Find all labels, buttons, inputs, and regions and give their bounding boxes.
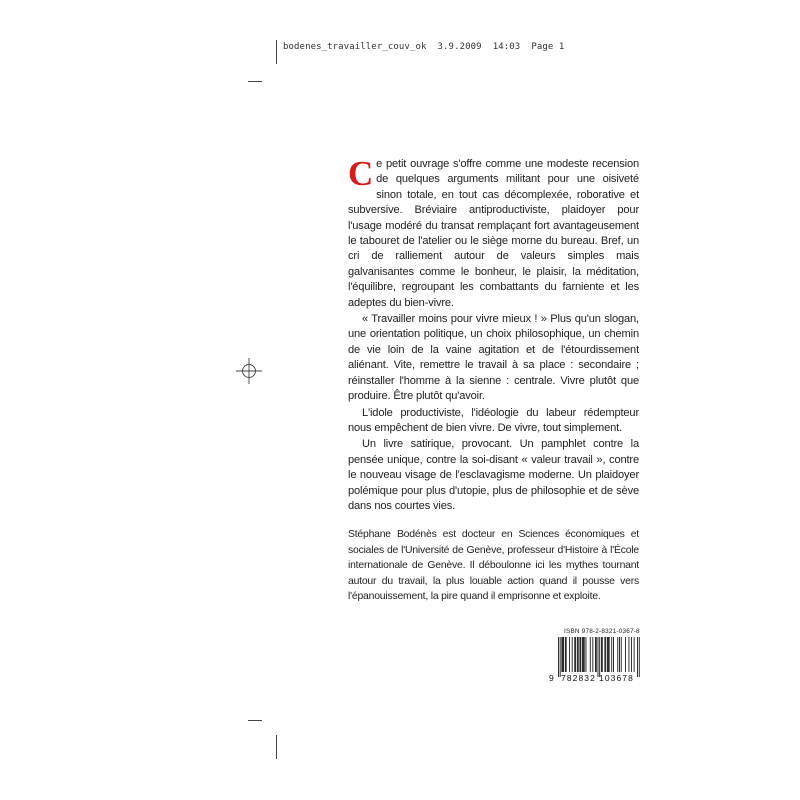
- barcode-bar-23: [598, 637, 599, 677]
- registration-mark-icon: [236, 358, 262, 384]
- barcode-bar-15: [582, 637, 583, 672]
- barcode-bar-0: [558, 637, 559, 677]
- barcode-bar-22: [596, 637, 597, 672]
- barcode-bar-24: [599, 637, 600, 677]
- drop-cap: C: [348, 154, 374, 193]
- isbn-barcode: [548, 628, 642, 684]
- barcode-bar-20: [592, 637, 593, 672]
- barcode-bar-2: [561, 637, 562, 672]
- barcode-bar-28: [605, 637, 606, 672]
- isbn-label: ISBN 978-2-8321-0367-8: [564, 628, 640, 635]
- barcode-bar-40: [634, 637, 635, 672]
- barcode-bar-30: [608, 637, 609, 672]
- barcode-bar-3: [562, 637, 563, 672]
- barcode-bar-1: [560, 637, 561, 677]
- barcode-bar-39: [631, 637, 632, 672]
- back-cover-text: [348, 154, 639, 515]
- crop-mark-top-horizontal: [248, 81, 262, 82]
- paragraph-3: L'idole productiviste, l'idéologie du labeur rédempteur nous empêchent de bien vivre. De vivre, tout simplement.: [348, 406, 639, 434]
- barcode-bar-37: [625, 637, 626, 672]
- barcode-bar-16: [583, 637, 584, 672]
- paragraph-1-text: e petit ouvrage s'offre comme une modeste recension de quelques arguments militant pour une oisiveté sinon totale, en tout cas décomplexée, roborative et subversive. Bréviaire antiproductiviste, plaidoyer pour l'usage modéré du transat remplaçant fort avantageusement le tabouret de l'atelier ou le siège morne du bureau. Bref, un cri de ralliement autour de valeurs simples mais galvanisantes comme le bonheur, le plaisir, la méditation, l'équilibre, regroupant les combattants du farniente et les adeptes du bien-vivre.: [348, 158, 639, 309]
- barcode-bar-9: [574, 637, 575, 672]
- barcode-bar-38: [629, 637, 630, 672]
- barcode-bar-42: [639, 637, 640, 677]
- paragraph-4: Un livre satirique, provocant. Un pamphlet contre la pensée unique, contre la soi-disant « valeur travail », contre le nouveau visage de l'esclavagisme moderne. Un plaidoyer polémique pour plus d'utopie, plus de philosophie et de sève dans nos courtes vies.: [348, 438, 639, 512]
- barcode-bar-41: [637, 637, 638, 677]
- barcode-bar-32: [611, 637, 612, 672]
- author-bio: Stéphane Bodénès est docteur en Sciences économiques et sociales de l'Université de Genève, professeur d'Histoire à l'École internationale de Genève. Il déboulonne ici les mythes tournant autour du travail, la plus louable action quand il pousse vers l'épanouissement, la pire quand il emprisonne et exploite.: [348, 529, 639, 602]
- barcode-bar-10: [575, 637, 576, 672]
- crop-mark-bottom-vertical: [276, 735, 277, 759]
- paragraph-2: « Travailler moins pour vivre mieux ! » Plus qu'un slogan, une orientation politique, un choix philosophique, un chemin de vie loin de la vaine agitation et de l'étourdissement aliénant. Vite, remettre le travail à sa place : secondaire ; réinstaller l'homme à la sienne : centrale. Vivre plutôt que produire. Être plutôt qu'avoir.: [348, 313, 639, 403]
- barcode-bar-33: [613, 637, 614, 672]
- barcode-bar-26: [602, 637, 603, 672]
- barcode-bar-14: [580, 637, 581, 672]
- barcode-bar-4: [563, 637, 564, 672]
- barcode-bar-12: [578, 637, 579, 672]
- barcode-bar-21: [595, 637, 596, 672]
- barcode-bar-19: [590, 637, 591, 672]
- crop-mark-top-vertical: [276, 40, 277, 64]
- barcode-bar-8: [572, 637, 573, 672]
- barcode-bar-18: [586, 637, 587, 672]
- barcode-bar-5: [565, 637, 566, 672]
- barcode-bar-11: [577, 637, 578, 672]
- barcode-bar-31: [609, 637, 610, 672]
- barcode-digit-first: 9: [549, 673, 555, 683]
- barcode-bar-17: [584, 637, 585, 672]
- barcode-bar-35: [619, 637, 620, 672]
- print-slug: bodenes_travailler_couv_ok 3.9.2009 14:03 Page 1: [283, 42, 565, 52]
- barcode-bar-36: [621, 637, 622, 672]
- barcode-bar-29: [607, 637, 608, 672]
- crop-mark-bottom-horizontal: [248, 720, 262, 721]
- barcode-bar-25: [601, 637, 602, 672]
- barcode-bar-13: [580, 637, 581, 672]
- barcode-bar-27: [604, 637, 605, 672]
- paragraph-1: [348, 154, 639, 311]
- barcode-digits-right: 103678: [599, 673, 634, 683]
- barcode-bar-6: [566, 637, 567, 672]
- barcode-bar-7: [569, 637, 570, 672]
- barcode-digits-left: 782832: [561, 673, 596, 683]
- barcode-bar-34: [617, 637, 618, 672]
